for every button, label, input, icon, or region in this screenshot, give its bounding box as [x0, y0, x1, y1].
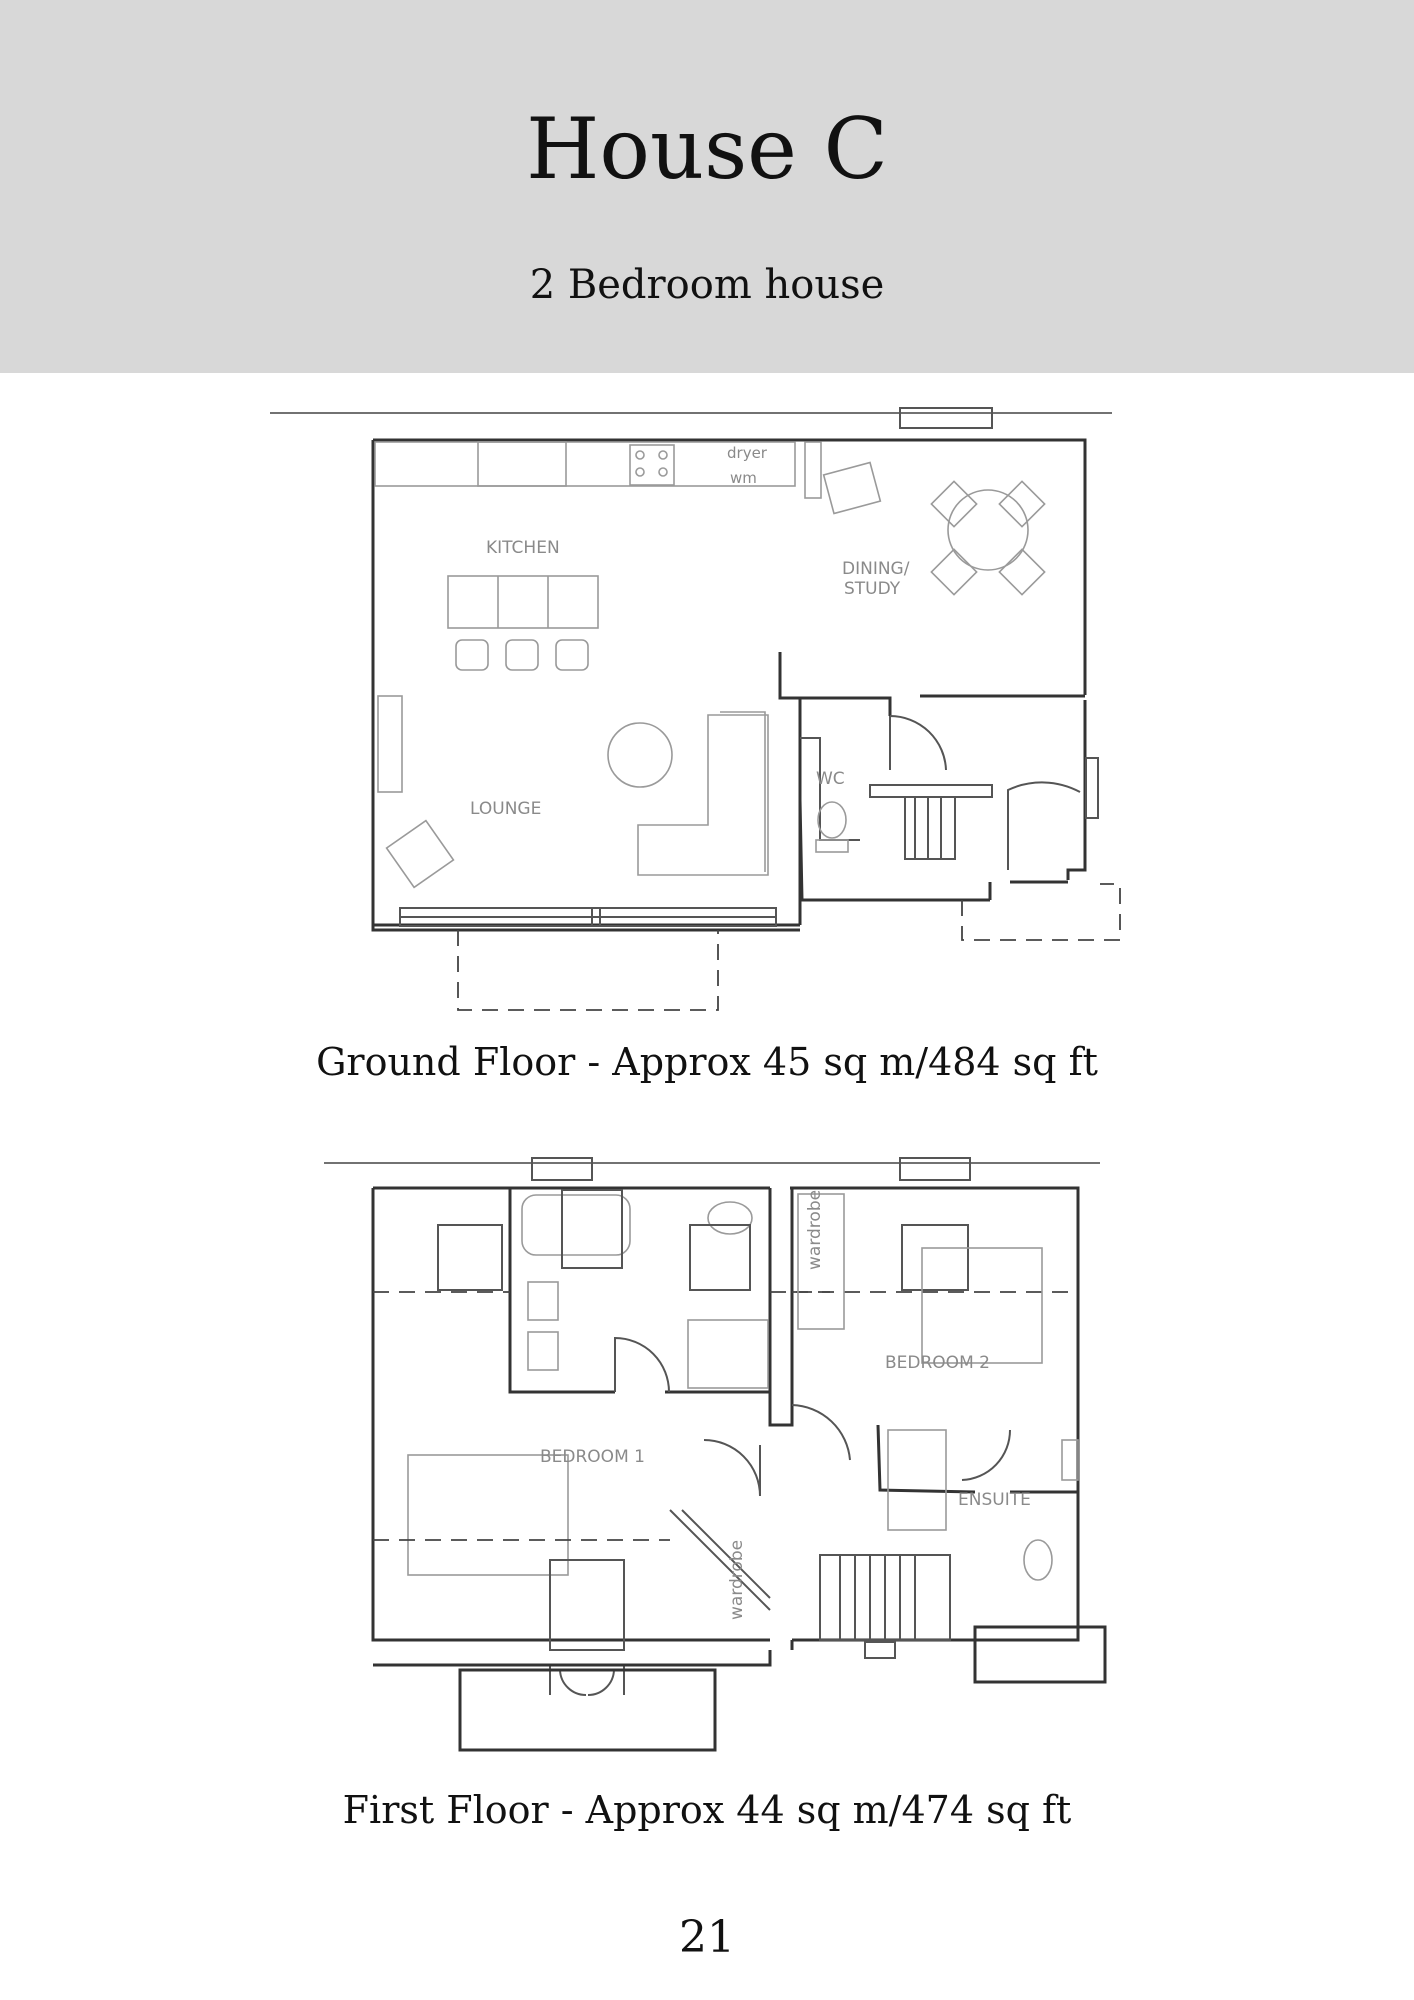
- dryer-label: dryer: [727, 444, 767, 462]
- wm-label: wm: [730, 469, 757, 487]
- wc-label: WC: [816, 769, 845, 789]
- ground-floor-drawing: [260, 400, 1130, 1020]
- first-floor-drawing: [310, 1150, 1120, 1770]
- bedroom2-label: BEDROOM 2: [885, 1353, 990, 1373]
- page-number: 21: [679, 1912, 735, 1963]
- page-subtitle: 2 Bedroom house: [529, 262, 885, 308]
- page-title: House C: [526, 100, 888, 198]
- header-band: [0, 0, 1414, 373]
- kitchen-label: KITCHEN: [486, 538, 560, 558]
- first-floor-plan: [310, 1150, 1120, 1770]
- first-floor-caption: First Floor - Approx 44 sq m/474 sq ft: [342, 1788, 1072, 1832]
- bedroom1-label: BEDROOM 1: [540, 1447, 645, 1467]
- dining-label: DINING/: [842, 559, 910, 579]
- lounge-label: LOUNGE: [470, 799, 542, 819]
- ground-floor-plan: [260, 400, 1130, 1020]
- wardrobe-label-2: wardrobe: [805, 1189, 825, 1270]
- wardrobe-label-1: wardrobe: [727, 1539, 747, 1620]
- study-label: STUDY: [844, 579, 901, 599]
- ground-floor-caption: Ground Floor - Approx 45 sq m/484 sq ft: [316, 1040, 1098, 1084]
- ensuite-label: ENSUITE: [958, 1490, 1031, 1510]
